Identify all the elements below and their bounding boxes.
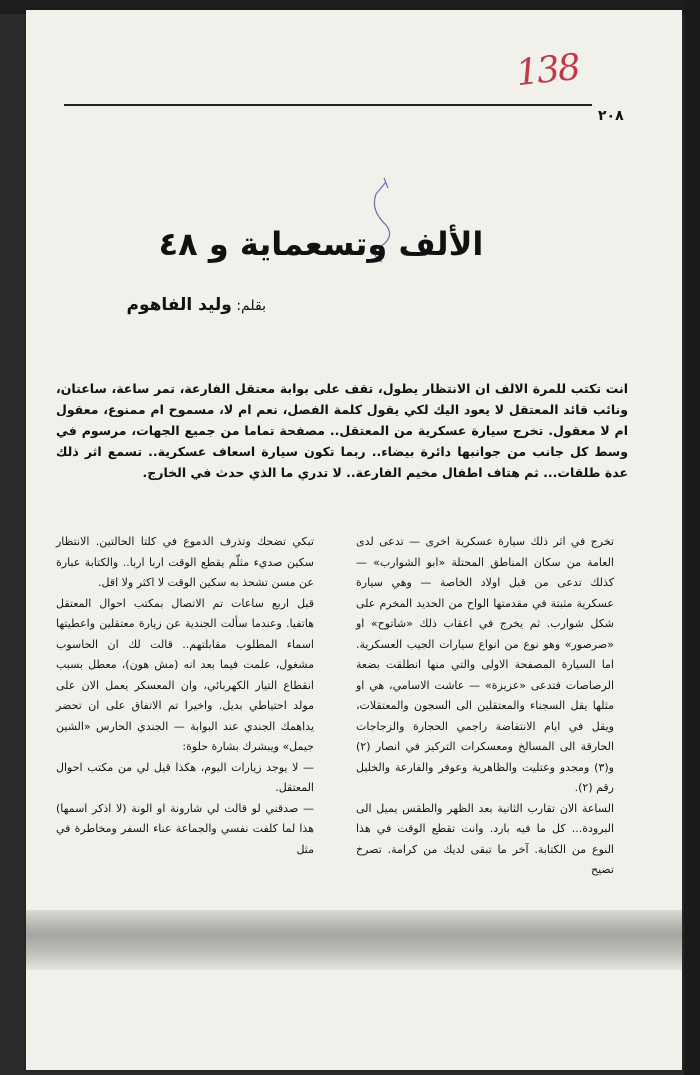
paragraph: الساعة الان تقارب الثانية بعد الظهر والطقس يميل الى البرودة... كل ما فيه بارد. وانت تقطع الوقت في هذا النوع من الكتابة. آخر ما تبقى لديك من كرامة. تصرخ تصيح <box>356 801 614 876</box>
handwritten-page-number: 138 <box>514 46 581 95</box>
intro-paragraph: انت تكتب للمرة الالف ان الانتظار يطول، تقف على بوابة معتقل الفارعة، تمر ساعة، ساعتان، ونائب قائد المعتقل لا يعود اليك لكي يقول كلمة الفصل، نعم ام لا، مسموح ام ممنوع، معقول ام لا معقول. تخرج سيارة عسكرية من المعتقل.. مصفحة تماما من جميع الجهات، مرسوم في وسط كل جانب من جوانبها دائرة بيضاء.. ربما تكون سيارة اسعاف عسكرية.. تسمع اثر ذلك عدة طلقات... ثم هتاف اطفال مخيم الفارعة.. لا تدري ما الذي حدث في الخارج. <box>56 380 628 480</box>
paragraph: — لا يوجد زيارات اليوم، هكذا قيل لي من مكتب احوال المعتقل. <box>56 760 314 794</box>
text-column-right <box>356 532 614 881</box>
byline <box>86 295 266 315</box>
paragraph: تخرج في اثر ذلك سيارة عسكرية اخرى — تدعى لدى العامة من سكان المناطق المحتلة «ابو الشوارب» — كذلك تدعى من قبل اولاد الخاصة — وهي سيارة عسكرية مثبتة في مقدمتها الواح من الحديد المخرم على شكل شوارب. ثم يخرج في اعقاب ذلك «شاتوح» او «صرصور» وهو نوع من انواع سيارات الجيب العسكرية. اما السيارة المصفحة الاولى والتي منها انطلقت بضعة الرصاصات فتدعى «عزيزة» — عاشت الاسامي، هي او مثلها يقل السجناء والمعتقلين الى السجون والمعتقلات، ويقل في ايام الانتفاضة راجمي الحجارة والزجاجات الحارقة الى المسالخ ومعسكرات التركيز في انصار (٢) و(٣) ومجدو وعتليت والظاهرية وعوفر والفارعة والخليل رقم (٢). <box>356 535 614 794</box>
document-page <box>26 10 682 1070</box>
page-number: ٢٠٨ <box>598 108 624 124</box>
byline-label: بقلم: <box>236 298 266 314</box>
scan-shadow-band <box>26 910 682 970</box>
scanner-frame-right <box>684 0 700 1075</box>
author-name: وليد الفاهوم <box>126 295 232 315</box>
text-column-left <box>56 532 314 860</box>
paragraph: تبكي تضحك وتذرف الدموع في كلتا الحالتين. الانتظار سكين صديء مثلّم يقطع الوقت اربا اربا.. والكتابة عبارة عن مسن تشحذ به سكين الوقت لا اكثر ولا اقل. <box>56 535 314 589</box>
paragraph: — صدقني لو قالت لي شارونة او الونة (لا اذكر اسمها) هذا لما كلفت نفسي والجماعة عناء السفر ومخاطرة في مثل <box>56 801 314 856</box>
header-rule <box>64 104 592 106</box>
paragraph: قبل اربع ساعات تم الاتصال بمكتب احوال المعتقل هاتفيا. وعندما سألت الجندية عن زيارة معتقلين واعطيتها اسماء المطلوب مقابلتهم.. قالت لك ان الحاسوب مشغول، علمت فيما بعد انه (مش هون)، معطل بسبب انقطاع التيار الكهربائي، وان المعسكر يعمل الان على مولد احتياطي بديل. واخيرا تم الاتفاق على ان تحضر يداهمك الجندي عند البوابة — الجندي الحارس «الشين جيمل» ويبشرك بشارة حلوة: <box>56 596 314 753</box>
article-title: الألف وتسعماية و ٤٨ <box>158 225 484 263</box>
